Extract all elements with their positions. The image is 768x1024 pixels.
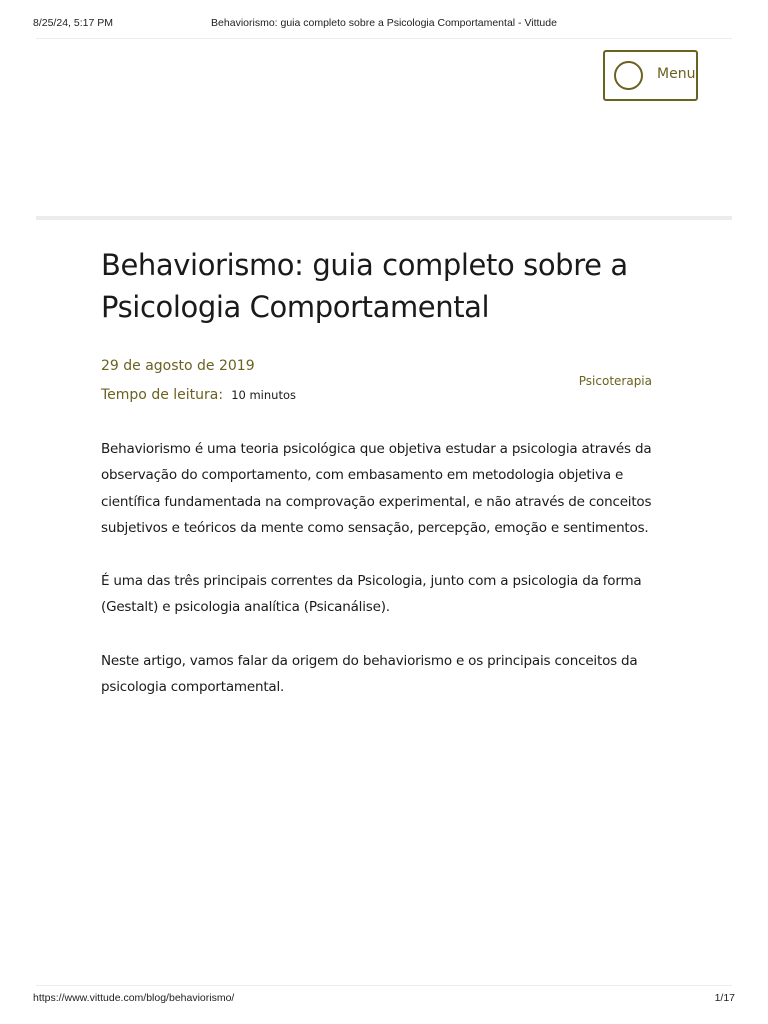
category-link[interactable]: Psicoterapia	[578, 374, 652, 388]
post-date: 29 de agosto de 2019	[101, 358, 255, 374]
circle-icon	[614, 61, 643, 90]
menu-button[interactable]	[603, 50, 698, 101]
print-document-title: Behaviorismo: guia completo sobre a Psicologia Comportamental - Vittude	[211, 17, 557, 29]
article-title: Behaviorismo: guia completo sobre a Psicologia Comportamental	[101, 248, 628, 324]
reading-time	[101, 384, 296, 403]
print-timestamp: 8/25/24, 5:17 PM	[33, 17, 113, 29]
reading-time-value: 10 minutos	[231, 388, 296, 402]
page-url: https://www.vittude.com/blog/behaviorismo/	[33, 992, 235, 1004]
article-paragraph: É uma das três principais correntes da Psicologia, junto com a psicologia da forma (Gestalt) e psicologia analítica (Psicanálise).	[101, 573, 642, 616]
top-divider	[36, 38, 732, 39]
article-body	[101, 436, 671, 727]
footer-divider	[36, 985, 732, 986]
header-divider	[36, 216, 732, 220]
reading-time-label: Tempo de leitura:	[101, 387, 224, 403]
menu-label: Menu	[657, 66, 696, 82]
print-footer	[0, 992, 768, 1006]
print-header	[0, 17, 768, 31]
article-paragraph: Neste artigo, vamos falar da origem do behaviorismo e os principais conceitos da psicologia comportamental.	[101, 652, 638, 696]
page-number: 1/17	[714, 992, 735, 1004]
article-paragraph: Behaviorismo é uma teoria psicológica que objetiva estudar a psicologia através da observação do comportamento, com embasamento em metodologia objetiva e científica fundamentada na comprovação experimental, e não através de conceitos subjetivos e teóricos da mente como sensação, percepção, emoção e sentimentos.	[101, 441, 652, 536]
